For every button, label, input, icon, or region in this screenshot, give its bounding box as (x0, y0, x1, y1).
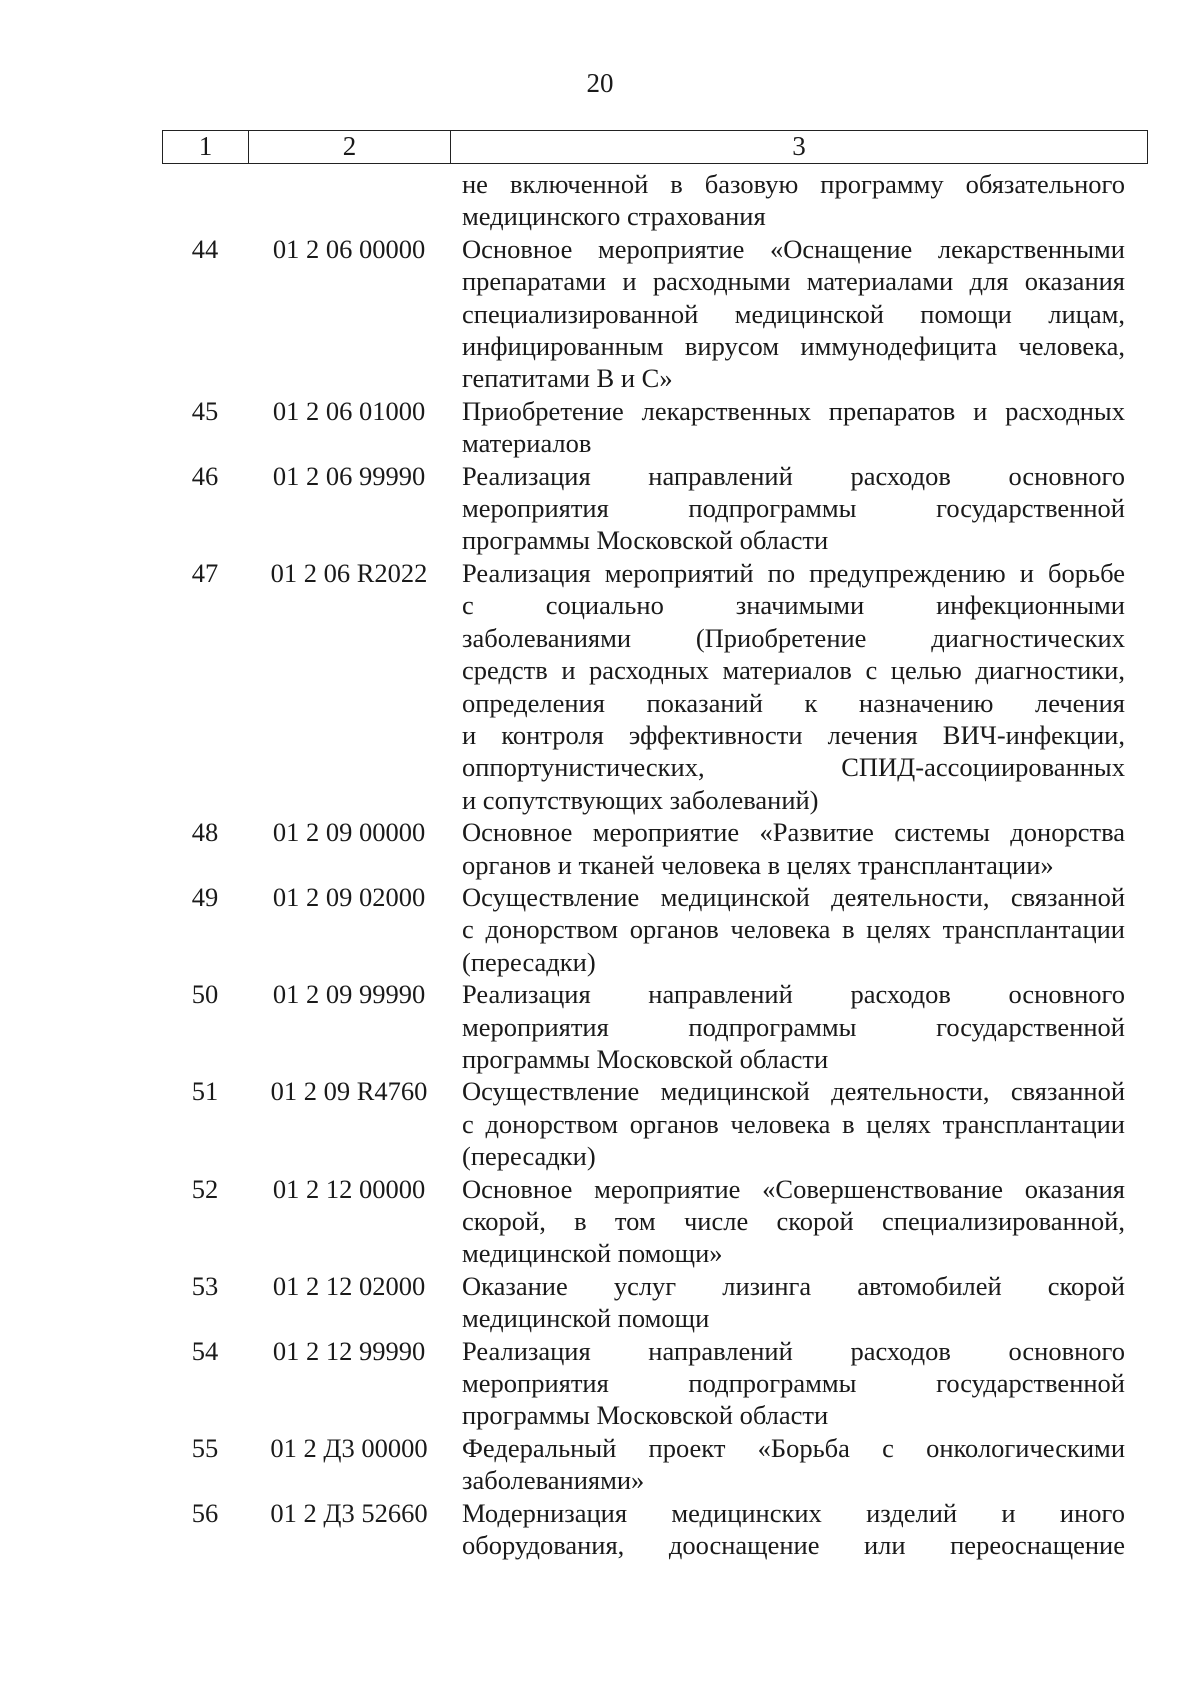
table-row (162, 978, 1148, 1075)
table-row (162, 1173, 1148, 1270)
table-row (162, 1432, 1148, 1497)
description-line: Основное мероприятие «Развитие системы донорства (462, 817, 1125, 848)
description-line: определения показаний к назначению лечения (462, 687, 1125, 718)
table-row (162, 460, 1148, 557)
row-description (450, 1497, 1125, 1562)
row-number: 47 (191, 557, 219, 588)
description-line: и сопутствующих заболеваний) (462, 784, 819, 815)
description-line: не включенной в базовую программу обязательного (462, 169, 1125, 199)
description-line: (пересадки) (462, 946, 596, 977)
row-code: 01 2 06 00000 (272, 233, 426, 264)
description-line: органов и тканей человека в целях трансплантации» (462, 849, 1054, 880)
table-row (162, 881, 1148, 978)
description-line: программы Московской области (462, 1400, 829, 1431)
page-number: 20 (586, 68, 614, 98)
row-code: 01 2 09 00000 (272, 817, 426, 848)
description-line: заболеваниями» (462, 1465, 645, 1496)
row-code: 01 2 12 02000 (272, 1270, 426, 1301)
description-line: программы Московской области (462, 1043, 829, 1074)
description-line: Реализация мероприятий по предупреждению и борьбе (462, 557, 1125, 588)
row-description (450, 1173, 1125, 1270)
description-line: гепатитами В и С» (462, 363, 673, 394)
row-number: 56 (191, 1497, 219, 1528)
row-description (450, 168, 1125, 233)
table-row (162, 168, 1148, 233)
description-line: и контроля эффективности лечения ВИЧ-инфекции, (462, 719, 1125, 750)
description-line: специализированной медицинской помощи лицам, (462, 298, 1125, 329)
row-description (450, 233, 1125, 395)
description-line: (пересадки) (462, 1141, 596, 1172)
row-number: 55 (191, 1432, 219, 1463)
description-line: мероприятия подпрограммы государственной (462, 1011, 1125, 1042)
table-header (162, 130, 1148, 164)
description-line: средств и расходных материалов с целью диагностики, (462, 655, 1125, 686)
row-number: 48 (191, 817, 219, 848)
table-row (162, 1075, 1148, 1172)
description-line: оборудования, дооснащение или переоснащение (462, 1530, 1125, 1561)
row-description (450, 1075, 1125, 1172)
row-number: 54 (191, 1335, 219, 1366)
row-number: 51 (191, 1076, 219, 1107)
row-description (450, 460, 1125, 557)
row-code: 01 2 09 R4760 (270, 1076, 428, 1107)
row-code: 01 2 12 99990 (272, 1335, 426, 1366)
row-description (450, 1432, 1125, 1497)
row-code: 01 2 06 99990 (272, 460, 426, 491)
description-line: заболеваниями (Приобретение диагностических (462, 622, 1125, 653)
row-code: 01 2 Д3 00000 (270, 1432, 428, 1463)
description-line: препаратами и расходными материалами для оказания (462, 266, 1125, 297)
description-line: медицинской помощи» (462, 1238, 723, 1269)
row-number: 49 (191, 881, 219, 912)
row-code: 01 2 06 01000 (272, 395, 426, 426)
table-row (162, 233, 1148, 395)
row-code: 01 2 12 00000 (272, 1173, 426, 1204)
row-description (450, 816, 1125, 881)
description-line: с донорством органов человека в целях трансплантации (462, 1108, 1125, 1139)
description-line: медицинской помощи (462, 1303, 710, 1334)
description-line: Модернизация медицинских изделий и иного (462, 1497, 1125, 1528)
row-code: 01 2 Д3 52660 (270, 1497, 428, 1528)
table-row (162, 1270, 1148, 1335)
row-number: 53 (191, 1270, 219, 1301)
description-line: материалов (462, 428, 592, 459)
row-code: 01 2 09 02000 (272, 881, 426, 912)
row-code: 01 2 06 R2022 (270, 557, 428, 588)
table-row (162, 1497, 1148, 1562)
row-number: 50 (191, 979, 219, 1010)
row-code: 01 2 09 99990 (272, 979, 426, 1010)
row-description (450, 557, 1125, 816)
table-row (162, 816, 1148, 881)
description-line: Осуществление медицинской деятельности, связанной (462, 881, 1125, 912)
description-line: Приобретение лекарственных препаратов и расходных (462, 395, 1125, 426)
row-number: 46 (191, 460, 219, 491)
row-description (450, 1335, 1125, 1432)
description-line: медицинского страхования (462, 201, 766, 232)
description-line: с донорством органов человека в целях трансплантации (462, 914, 1125, 945)
description-line: Осуществление медицинской деятельности, связанной (462, 1076, 1125, 1107)
description-line: Оказание услуг лизинга автомобилей скорой (462, 1270, 1125, 1301)
table-body (162, 168, 1148, 1561)
table-row (162, 557, 1148, 816)
row-description (450, 395, 1125, 460)
row-description (450, 1270, 1125, 1335)
header-col-3: 3 (792, 131, 806, 161)
row-number: 44 (191, 233, 219, 264)
description-line: Реализация направлений расходов основного (462, 979, 1125, 1010)
description-line: скорой, в том числе скорой специализированной, (462, 1206, 1125, 1236)
row-number: 45 (191, 395, 219, 426)
row-description (450, 881, 1125, 978)
description-line: с социально значимыми инфекционными (462, 590, 1125, 621)
row-description (450, 978, 1125, 1075)
description-line: мероприятия подпрограммы государственной (462, 493, 1125, 524)
description-line: инфицированным вирусом иммунодефицита человека, (462, 331, 1125, 362)
row-number: 52 (191, 1173, 219, 1204)
description-line: Реализация направлений расходов основного (462, 460, 1125, 491)
table-row (162, 395, 1148, 460)
header-col-1: 1 (163, 131, 249, 163)
table-row (162, 1335, 1148, 1432)
description-line: оппортунистических, СПИД-ассоциированных (462, 752, 1125, 783)
description-line: программы Московской области (462, 525, 829, 556)
description-line: Основное мероприятие «Оснащение лекарственными (462, 233, 1125, 264)
header-col-2: 2 (249, 131, 451, 163)
description-line: Федеральный проект «Борьба с онкологическими (462, 1432, 1125, 1463)
description-line: Реализация направлений расходов основного (462, 1335, 1125, 1366)
description-line: Основное мероприятие «Совершенствование оказания (462, 1173, 1125, 1204)
description-line: мероприятия подпрограммы государственной (462, 1368, 1125, 1399)
